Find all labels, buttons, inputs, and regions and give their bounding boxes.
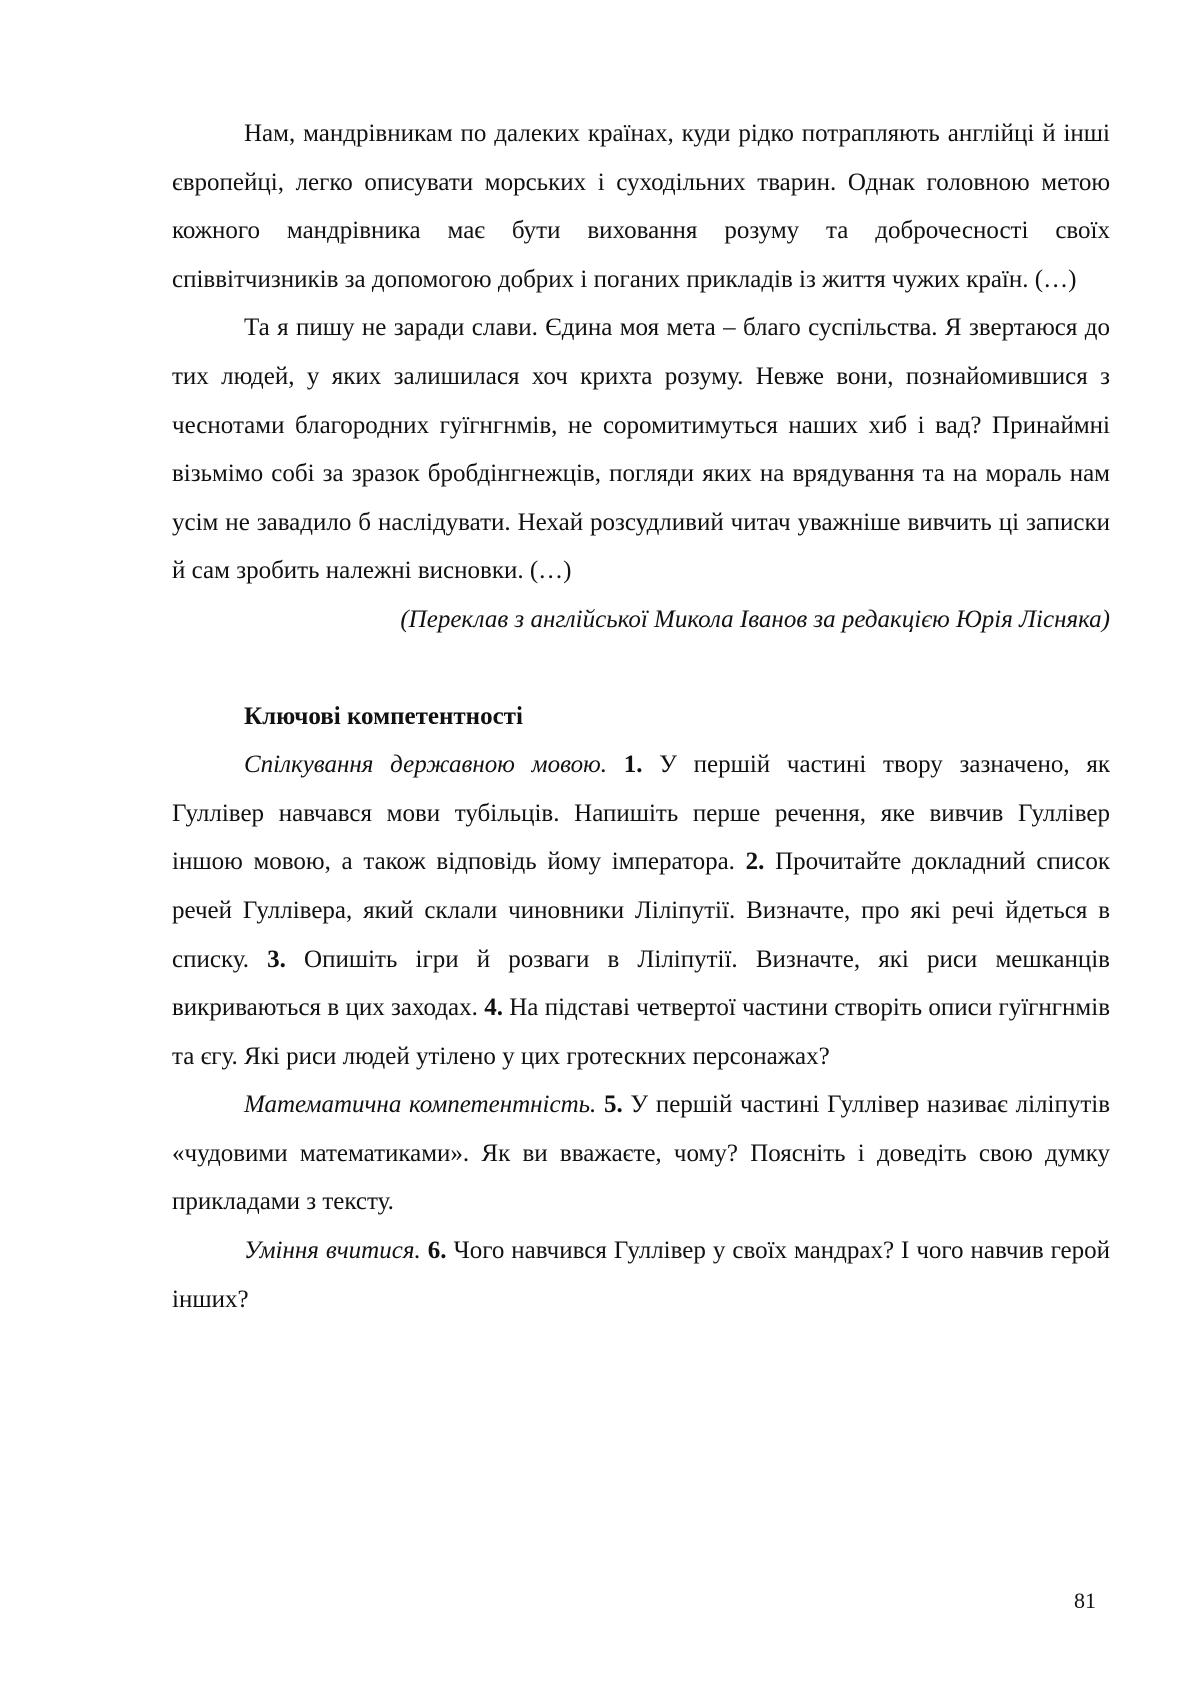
passage-paragraph-2: Та я пишу не заради слави. Єдина моя мета – благо суспільства. Я звертаюся до тих людей, у яких залишилася хоч крихта розуму. Невже вони, познайомившися з чеснотами благородних гуїгнгнмів, не соромитимуться наших хиб і вад? Принаймні візьмімо собі за зразок бробдінгнежців, погляди яких на врядування та на мораль нам усім не завадило б наслідувати. Нехай розсудливий читач уважніше вивчить ці записки й сам зробить належні висновки. (…) [172, 314, 1110, 585]
question-text: Чого навчився Гуллівер у своїх мандрах? І чого навчив герой інших? [172, 1237, 1111, 1313]
passage-paragraph-1: Нам, мандрівникам по далеких країнах, куди рідко потрапляють англійці й інші європейці, легко описувати морських і суходільних тварин. Однак головною метою кожного мандрівника має бути виховання розуму та доброчесності своїх співвітчизників за допомогою добрих і поганих прикладів із життя чужих країн. (…) [172, 120, 1110, 293]
competency-label: Уміння вчитися. [244, 1237, 421, 1265]
translation-attribution: (Переклав з англійської Микола Іванов за редакцією Юрія Лісняка) [400, 605, 1110, 633]
question-number: 5. [603, 1091, 623, 1119]
question-number: 2. [745, 848, 765, 876]
competency-label: Спілкування державною мовою. [244, 751, 607, 779]
question-number: 1. [623, 751, 643, 779]
page-body [172, 110, 1110, 1324]
competency-label: Математична компетентність. [244, 1091, 597, 1119]
competency-learning [172, 1227, 1110, 1324]
question-text: Опишіть ігри й розваги в Ліліпутії. Визначте, які риси мешканців викриваються в цих заходах. [172, 945, 1110, 1022]
page-number: 81 [1074, 1588, 1096, 1613]
question-text: Прочитайте докладний список речей Гуллівера, який склали чиновники Ліліпутії. Визначте, про які речі йдеться в списку. [172, 848, 1110, 973]
competency-math [172, 1081, 1110, 1227]
question-text: У першій частині твору зазначено, як Гуллівер навчався мови тубільців. Напишіть перше речення, яке вивчив Гуллівер іншою мовою, а також відповідь йому імператора. [172, 751, 1111, 876]
section-heading: Ключові компетентності [244, 702, 523, 730]
question-number: 4. [484, 994, 503, 1022]
question-text: У першій частині Гуллівер називає ліліпутів «чудовими математиками». Як ви вважаєте, чому? Поясніть і доведіть свою думку прикладами з тексту. [172, 1091, 1110, 1216]
question-number: 6. [427, 1237, 447, 1265]
question-text: На підставі четвертої частини створіть описи гуїгнгнмів та єгу. Які риси людей утілено у цих гротескних персонажах? [172, 994, 1110, 1070]
competency-communication [172, 741, 1110, 1081]
section-spacer [172, 645, 1110, 693]
question-number: 3. [267, 945, 286, 973]
